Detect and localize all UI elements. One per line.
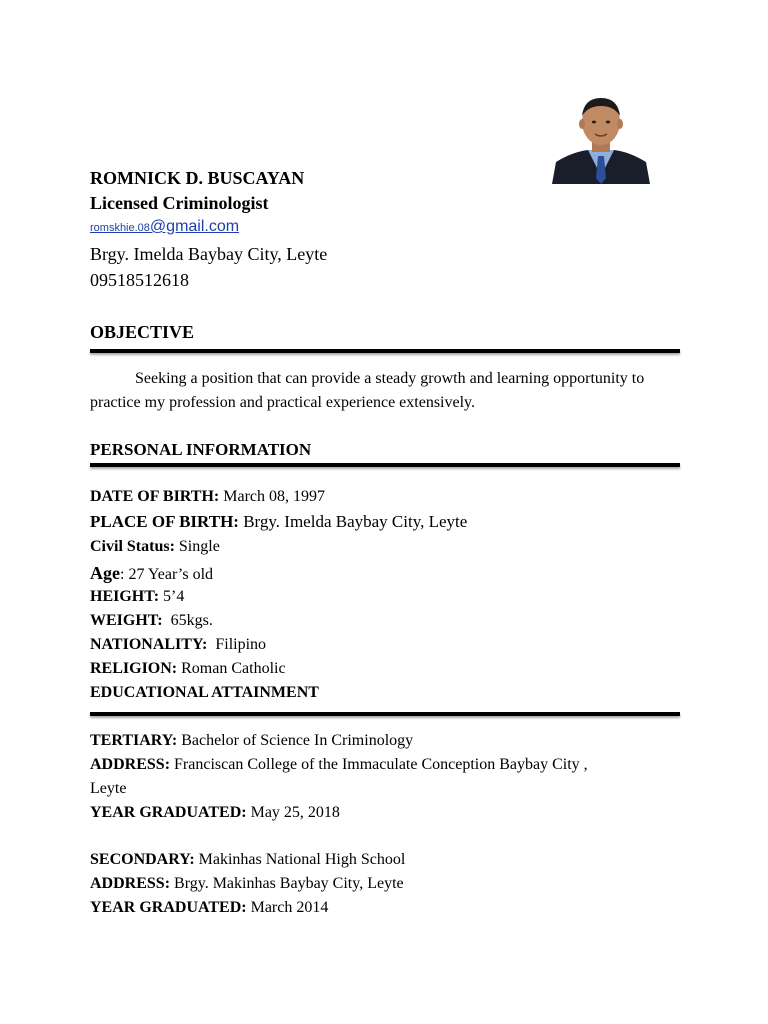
- applicant-name: ROMNICK D. BUSCAYAN: [90, 168, 305, 188]
- age: Age: 27 Year’s old: [90, 563, 214, 583]
- secondary-year-graduated: YEAR GRADUATED: March 2014: [90, 899, 329, 916]
- personal-info-divider: [90, 463, 680, 467]
- education-divider: [90, 712, 680, 716]
- civil-status: Civil Status: Single: [90, 538, 220, 555]
- education-heading: EDUCATIONAL ATTAINMENT: [90, 684, 319, 701]
- date-of-birth: DATE OF BIRTH: March 08, 1997: [90, 488, 325, 505]
- secondary-school: SECONDARY: Makinhas National High School: [90, 851, 406, 868]
- place-of-birth: PLACE OF BIRTH: Brgy. Imelda Baybay City, Leyte: [90, 512, 468, 531]
- phone-number: 09518512618: [90, 270, 189, 290]
- objective-text: Seeking a position that can provide a steady growth and learning opportunity to practice my profession and practical experience extensively.: [90, 370, 645, 411]
- weight: WEIGHT: 65kgs.: [90, 612, 213, 629]
- professional-title: Licensed Criminologist: [90, 193, 269, 213]
- tertiary-address: ADDRESS: Franciscan College of the Immaculate Conception Baybay City ,: [90, 756, 588, 773]
- profile-photo: [552, 96, 650, 184]
- objective-divider: [90, 349, 680, 353]
- tertiary-year-graduated: YEAR GRADUATED: May 25, 2018: [90, 804, 340, 821]
- religion: RELIGION: Roman Catholic: [90, 660, 286, 677]
- email-link[interactable]: romskhie.08@gmail.com: [90, 218, 240, 235]
- height: HEIGHT: 5’4: [90, 588, 185, 605]
- home-address: Brgy. Imelda Baybay City, Leyte: [90, 244, 328, 264]
- tertiary-school: TERTIARY: Bachelor of Science In Criminology: [90, 732, 414, 749]
- objective-heading: OBJECTIVE: [90, 322, 195, 342]
- nationality: NATIONALITY: Filipino: [90, 636, 267, 653]
- secondary-address: ADDRESS: Brgy. Makinhas Baybay City, Leyte: [90, 875, 404, 892]
- tertiary-address-continued: Leyte: [90, 780, 127, 797]
- personal-info-heading: PERSONAL INFORMATION: [90, 440, 312, 459]
